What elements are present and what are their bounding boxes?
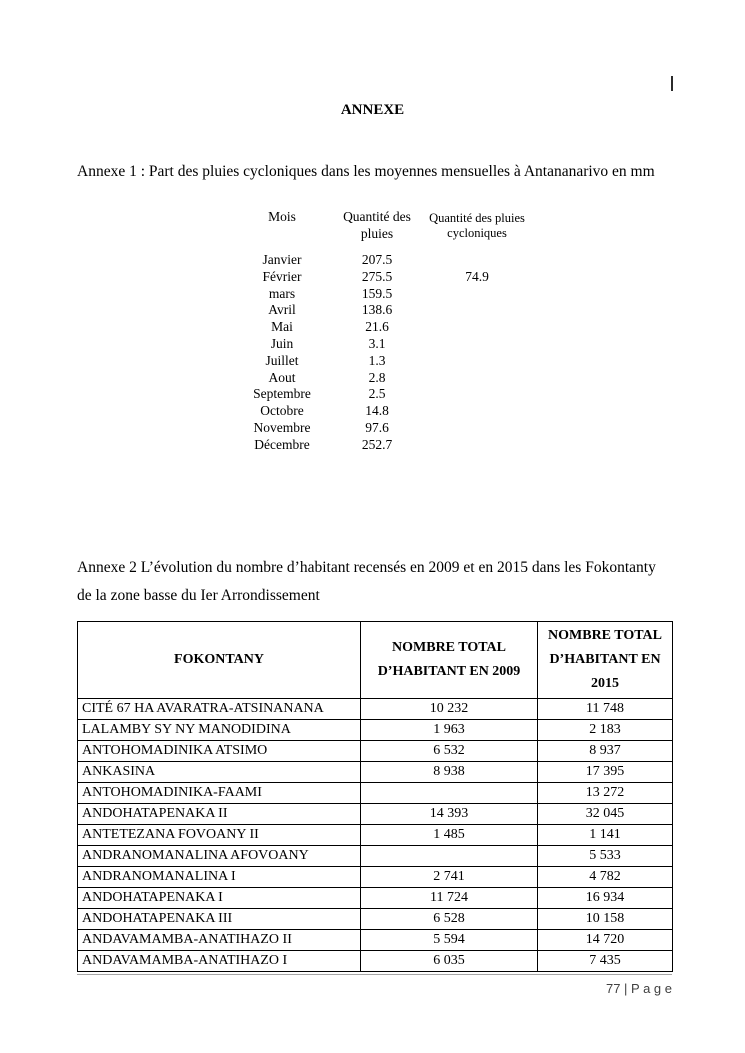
pop-2009-cell: 2 741 [361, 866, 538, 887]
rain-month-cell: Juin [270, 335, 294, 351]
rain-amount-cell: 14.8 [365, 403, 389, 419]
rain-month-cell: Décembre [254, 436, 310, 452]
pop-2015-cell: 1 141 [538, 824, 673, 845]
rain-table-row [232, 319, 532, 336]
pop-2009-cell: 1 485 [361, 824, 538, 845]
population-table-row [78, 929, 673, 950]
rain-table-row [232, 386, 532, 403]
pop-2009-cell: 6 532 [361, 740, 538, 761]
pop-2015-cell: 32 045 [538, 803, 673, 824]
population-table-header-row [78, 621, 673, 698]
population-table-row [78, 950, 673, 971]
pop-2009-cell [361, 782, 538, 803]
rain-amount-cell: 97.6 [365, 419, 389, 435]
population-table-row [78, 740, 673, 761]
rain-amount-cell: 275.5 [361, 268, 393, 284]
fokontany-cell: ANDOHATAPENAKA II [78, 803, 361, 824]
pop-2015-cell: 17 395 [538, 761, 673, 782]
rain-cyclonic-cell [422, 252, 532, 269]
rain-cyclonic-cell [422, 386, 532, 403]
rain-table-row [232, 403, 532, 420]
pop-2009-cell: 5 594 [361, 929, 538, 950]
fokontany-cell: ANTOHOMADINIKA-FAAMI [78, 782, 361, 803]
rain-table-row [232, 286, 532, 303]
rain-month-cell: Avril [268, 302, 296, 318]
pop-2015-cell: 2 183 [538, 719, 673, 740]
pop-2009-cell [361, 845, 538, 866]
rain-month-cell: Aout [268, 369, 296, 385]
rain-month-cell: Septembre [253, 386, 311, 402]
fokontany-cell: ANDAVAMAMBA-ANATIHAZO I [78, 950, 361, 971]
rain-header-cycloniques: Quantité des pluies cycloniques [429, 211, 525, 240]
rain-table-row [232, 302, 532, 319]
rain-cyclonic-cell [422, 336, 532, 353]
rain-month-cell: Mai [271, 319, 293, 335]
fokontany-cell: ANDOHATAPENAKA III [78, 908, 361, 929]
pop-2015-cell: 11 748 [538, 698, 673, 719]
population-table-row [78, 698, 673, 719]
pop-2009-cell: 6 035 [361, 950, 538, 971]
rain-table-row [232, 336, 532, 353]
rain-amount-cell: 252.7 [361, 436, 393, 452]
rain-cyclonic-cell [422, 420, 532, 437]
rain-cyclonic-cell [422, 302, 532, 319]
pop-2009-cell: 11 724 [361, 887, 538, 908]
fokontany-cell: ANDAVAMAMBA-ANATIHAZO II [78, 929, 361, 950]
pop-2009-cell: 10 232 [361, 698, 538, 719]
rain-cyclonic-cell [422, 319, 532, 336]
rain-month-cell: mars [268, 285, 296, 301]
page-number: 77 | P a g e [605, 981, 672, 996]
rain-table-row [232, 437, 532, 454]
rain-cyclonic-cell [422, 286, 532, 303]
text-cursor-mark [671, 76, 673, 91]
rain-table-row [232, 252, 532, 269]
rain-header-pluies: Quantité des pluies [343, 209, 411, 241]
rain-table-row [232, 370, 532, 387]
rain-cyclonic-cell [422, 437, 532, 454]
population-table-row [78, 803, 673, 824]
fokontany-cell: CITÉ 67 HA AVARATRA-ATSINANANA [78, 698, 361, 719]
population-table-row [78, 719, 673, 740]
pop-2015-cell: 7 435 [538, 950, 673, 971]
population-table-row [78, 887, 673, 908]
pop-2015-cell: 5 533 [538, 845, 673, 866]
population-table-row [78, 845, 673, 866]
pop-2015-cell: 14 720 [538, 929, 673, 950]
population-table-row [78, 761, 673, 782]
population-table-row [78, 824, 673, 845]
rain-amount-cell: 1.3 [368, 352, 386, 368]
rain-table-row [232, 269, 532, 286]
fokontany-cell: ANDOHATAPENAKA I [78, 887, 361, 908]
rain-table [232, 209, 532, 454]
rain-amount-cell: 2.8 [368, 369, 386, 385]
fokontany-cell: LALAMBY SY NY MANODIDINA [78, 719, 361, 740]
pop-2015-cell: 4 782 [538, 866, 673, 887]
fokontany-cell: ANDRANOMANALINA AFOVOANY [78, 845, 361, 866]
rain-cyclonic-cell: 74.9 [465, 268, 489, 284]
pop-2015-cell: 13 272 [538, 782, 673, 803]
fokontany-cell: ANTETEZANA FOVOANY II [78, 824, 361, 845]
rain-cyclonic-cell [422, 353, 532, 370]
population-table-row [78, 866, 673, 887]
fokontany-cell: ANKASINA [78, 761, 361, 782]
rain-amount-cell: 159.5 [361, 285, 393, 301]
fokontany-cell: ANTOHOMADINIKA ATSIMO [78, 740, 361, 761]
rain-amount-cell: 2.5 [368, 386, 386, 402]
rain-amount-cell: 138.6 [361, 302, 393, 318]
pop-2015-cell: 16 934 [538, 887, 673, 908]
population-table-row [78, 782, 673, 803]
annexe2-table-body [78, 698, 673, 971]
rain-header-mois: Mois [268, 209, 296, 224]
rain-month-cell: Novembre [253, 419, 311, 435]
fokontany-cell: ANDRANOMANALINA I [78, 866, 361, 887]
header-pop-2015: NOMBRE TOTAL D’HABITANT EN 2015 [538, 621, 673, 698]
rain-month-cell: Octobre [260, 403, 304, 419]
rain-cyclonic-cell [422, 370, 532, 387]
page-title: ANNEXE [340, 102, 405, 118]
rain-month-cell: Janvier [262, 252, 302, 267]
rain-table-header [232, 209, 532, 242]
rain-amount-cell: 3.1 [368, 335, 386, 351]
rain-month-cell: Février [262, 268, 302, 284]
annexe1-caption: Annexe 1 : Part des pluies cycloniques dans les moyennes mensuelles à Antananarivo en mm [77, 163, 655, 180]
population-table [77, 621, 673, 972]
annexe2-caption: Annexe 2 L’évolution du nombre d’habitant recensés en 2009 et en 2015 dans les Fokontanty de la zone basse du Ier Arrondissement [77, 558, 656, 604]
rain-month-cell: Juillet [265, 352, 299, 368]
annexe1-table-body [232, 252, 532, 454]
page-footer [77, 974, 672, 996]
header-fokontany: FOKONTANY [78, 621, 361, 698]
rain-amount-cell: 21.6 [365, 319, 389, 335]
pop-2015-cell: 8 937 [538, 740, 673, 761]
rain-table-row [232, 420, 532, 437]
pop-2009-cell: 8 938 [361, 761, 538, 782]
header-pop-2009: NOMBRE TOTAL D’HABITANT EN 2009 [361, 621, 538, 698]
pop-2009-cell: 1 963 [361, 719, 538, 740]
rain-table-row [232, 353, 532, 370]
pop-2009-cell: 14 393 [361, 803, 538, 824]
pop-2009-cell: 6 528 [361, 908, 538, 929]
rain-amount-cell: 207.5 [361, 252, 393, 267]
rain-cyclonic-cell [422, 403, 532, 420]
population-table-row [78, 908, 673, 929]
pop-2015-cell: 10 158 [538, 908, 673, 929]
